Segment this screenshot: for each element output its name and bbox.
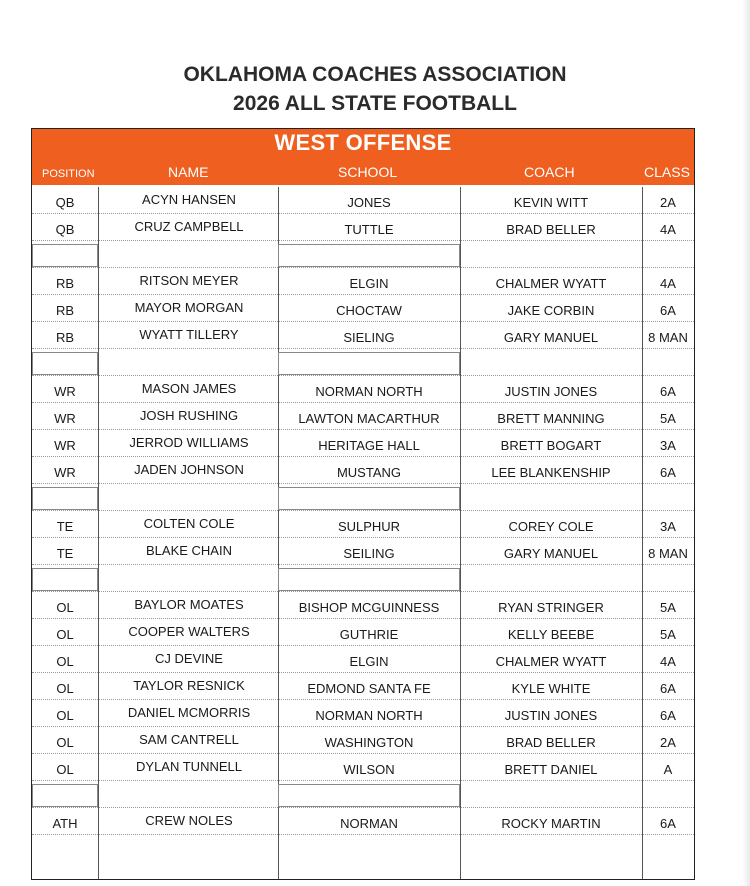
- table-row: [32, 700, 694, 727]
- empty-spacer-row: [278, 568, 460, 591]
- cell-coach: BRETT MANNING: [497, 411, 605, 426]
- table-row: [32, 430, 694, 457]
- cell-school: MUSTANG: [336, 465, 402, 480]
- cell-class: 4A: [660, 654, 676, 669]
- cell-pos: WR: [54, 438, 76, 453]
- cell-class: 2A: [660, 735, 676, 750]
- table-row: [32, 619, 694, 646]
- cell-name: RITSON MEYER: [139, 273, 239, 288]
- cell-school: NORMAN: [340, 816, 398, 831]
- cell-coach: BRETT BOGART: [500, 438, 602, 453]
- table-row: [32, 322, 694, 349]
- cell-pos: TE: [56, 519, 74, 534]
- cell-school: NORMAN NORTH: [315, 708, 423, 723]
- cell-name: DYLAN TUNNELL: [136, 759, 242, 774]
- table-row: [32, 403, 694, 430]
- cell-name: COLTEN COLE: [143, 516, 235, 531]
- cell-name: ACYN HANSEN: [142, 192, 236, 207]
- cell-school: WASHINGTON: [324, 735, 414, 750]
- table-row: [32, 457, 694, 484]
- cell-pos: RB: [55, 330, 75, 345]
- cell-name: JOSH RUSHING: [139, 408, 239, 423]
- cell-pos: QB: [55, 195, 75, 210]
- column-header-name: NAME: [168, 164, 209, 180]
- cell-class: 5A: [660, 411, 676, 426]
- cell-coach: GARY MANUEL: [503, 330, 599, 345]
- cell-pos: OL: [56, 708, 74, 723]
- cell-name: BAYLOR MOATES: [134, 597, 244, 612]
- cell-pos: WR: [54, 465, 76, 480]
- column-header-coach: COACH: [524, 164, 575, 180]
- cell-class: 4A: [660, 222, 676, 237]
- empty-spacer-row: [278, 487, 460, 510]
- cell-pos: OL: [56, 654, 74, 669]
- cell-name: WYATT TILLERY: [139, 327, 239, 342]
- cell-coach: ROCKY MARTIN: [501, 816, 601, 831]
- cell-name: SAM CANTRELL: [139, 732, 239, 747]
- table-row: [32, 754, 694, 781]
- cell-pos: OL: [56, 681, 74, 696]
- cell-class: A: [663, 762, 673, 777]
- cell-pos: TE: [56, 546, 74, 561]
- cell-coach: RYAN STRINGER: [498, 600, 604, 615]
- cell-class: 6A: [660, 681, 676, 696]
- cell-name: JERROD WILLIAMS: [129, 435, 249, 450]
- table-row: [32, 646, 694, 673]
- cell-name: CRUZ CAMPBELL: [134, 219, 244, 234]
- cell-coach: CHALMER WYATT: [495, 654, 607, 669]
- cell-coach: BRAD BELLER: [506, 735, 596, 750]
- table-row: [32, 187, 694, 214]
- cell-name: MAYOR MORGAN: [134, 300, 244, 315]
- cell-coach: CHALMER WYATT: [495, 276, 607, 291]
- cell-coach: BRAD BELLER: [506, 222, 596, 237]
- cell-pos: RB: [55, 276, 75, 291]
- cell-class: 3A: [660, 438, 676, 453]
- cell-name: BLAKE CHAIN: [146, 543, 232, 558]
- empty-spacer-row: [32, 487, 98, 510]
- table-row: [32, 214, 694, 241]
- empty-spacer-row: [278, 244, 460, 267]
- table-row: [32, 808, 694, 835]
- cell-pos: QB: [55, 222, 75, 237]
- column-header-position: POSITION: [42, 168, 95, 180]
- cell-class: 3A: [660, 519, 676, 534]
- roster-table: [31, 128, 695, 880]
- cell-class: 5A: [660, 600, 676, 615]
- table-header-band: [32, 129, 694, 185]
- cell-coach: KELLY BEEBE: [507, 627, 595, 642]
- cell-coach: LEE BLANKENSHIP: [491, 465, 611, 480]
- cell-class: 6A: [660, 816, 676, 831]
- empty-spacer-row: [278, 784, 460, 807]
- table-row: [32, 538, 694, 565]
- cell-school: JONES: [347, 195, 391, 210]
- cell-class: 8 MAN: [648, 330, 688, 345]
- empty-spacer-row: [32, 244, 98, 267]
- table-row: [32, 268, 694, 295]
- cell-name: DANIEL MCMORRIS: [127, 705, 251, 720]
- empty-spacer-row: [32, 568, 98, 591]
- header-association: OKLAHOMA COACHES ASSOCIATION: [183, 63, 567, 86]
- cell-pos: RB: [55, 303, 75, 318]
- column-header-school: SCHOOL: [338, 164, 398, 180]
- cell-school: HERITAGE HALL: [318, 438, 420, 453]
- cell-school: CHOCTAW: [336, 303, 402, 318]
- column-header-class: CLASS: [644, 164, 690, 180]
- cell-school: GUTHRIE: [339, 627, 399, 642]
- cell-coach: JAKE CORBIN: [507, 303, 595, 318]
- cell-name: COOPER WALTERS: [128, 624, 250, 639]
- cell-class: 6A: [660, 708, 676, 723]
- cell-school: WILSON: [343, 762, 395, 777]
- cell-name: CREW NOLES: [145, 813, 233, 828]
- cell-coach: COREY COLE: [508, 519, 594, 534]
- cell-class: 6A: [660, 384, 676, 399]
- table-row: [32, 727, 694, 754]
- cell-class: 2A: [660, 195, 676, 210]
- cell-school: EDMOND SANTA FE: [307, 681, 431, 696]
- cell-pos: OL: [56, 600, 74, 615]
- cell-coach: GARY MANUEL: [503, 546, 599, 561]
- cell-school: SEILING: [343, 546, 395, 561]
- cell-coach: JUSTIN JONES: [504, 384, 598, 399]
- table-row: [32, 295, 694, 322]
- cell-school: ELGIN: [349, 654, 389, 669]
- cell-pos: WR: [54, 384, 76, 399]
- cell-school: NORMAN NORTH: [315, 384, 423, 399]
- cell-class: 6A: [660, 465, 676, 480]
- cell-school: ELGIN: [349, 276, 389, 291]
- table-title: WEST OFFENSE: [274, 130, 452, 155]
- cell-class: 8 MAN: [648, 546, 688, 561]
- cell-school: TUTTLE: [344, 222, 394, 237]
- cell-school: LAWTON MACARTHUR: [298, 411, 440, 426]
- empty-spacer-row: [278, 352, 460, 375]
- cell-school: BISHOP MCGUINNESS: [298, 600, 440, 615]
- table-row: [32, 673, 694, 700]
- cell-coach: JUSTIN JONES: [504, 708, 598, 723]
- table-row: [32, 592, 694, 619]
- cell-name: JADEN JOHNSON: [134, 462, 244, 477]
- cell-class: 6A: [660, 303, 676, 318]
- empty-spacer-row: [32, 352, 98, 375]
- cell-name: CJ DEVINE: [155, 651, 223, 666]
- table-row: [32, 376, 694, 403]
- empty-spacer-row: [32, 784, 98, 807]
- cell-pos: WR: [54, 411, 76, 426]
- cell-pos: OL: [56, 735, 74, 750]
- cell-coach: KEVIN WITT: [513, 195, 589, 210]
- document-header: [0, 60, 750, 118]
- cell-school: SULPHUR: [337, 519, 401, 534]
- table-row: [32, 511, 694, 538]
- cell-coach: BRETT DANIEL: [504, 762, 598, 777]
- cell-school: SIELING: [343, 330, 395, 345]
- cell-pos: ATH: [52, 816, 78, 831]
- cell-pos: OL: [56, 627, 74, 642]
- cell-pos: OL: [56, 762, 74, 777]
- cell-name: MASON JAMES: [141, 381, 237, 396]
- header-title: 2026 ALL STATE FOOTBALL: [233, 92, 517, 115]
- page-edge-shadow: [742, 0, 750, 886]
- cell-name: TAYLOR RESNICK: [133, 678, 245, 693]
- cell-class: 4A: [660, 276, 676, 291]
- cell-class: 5A: [660, 627, 676, 642]
- cell-coach: KYLE WHITE: [511, 681, 591, 696]
